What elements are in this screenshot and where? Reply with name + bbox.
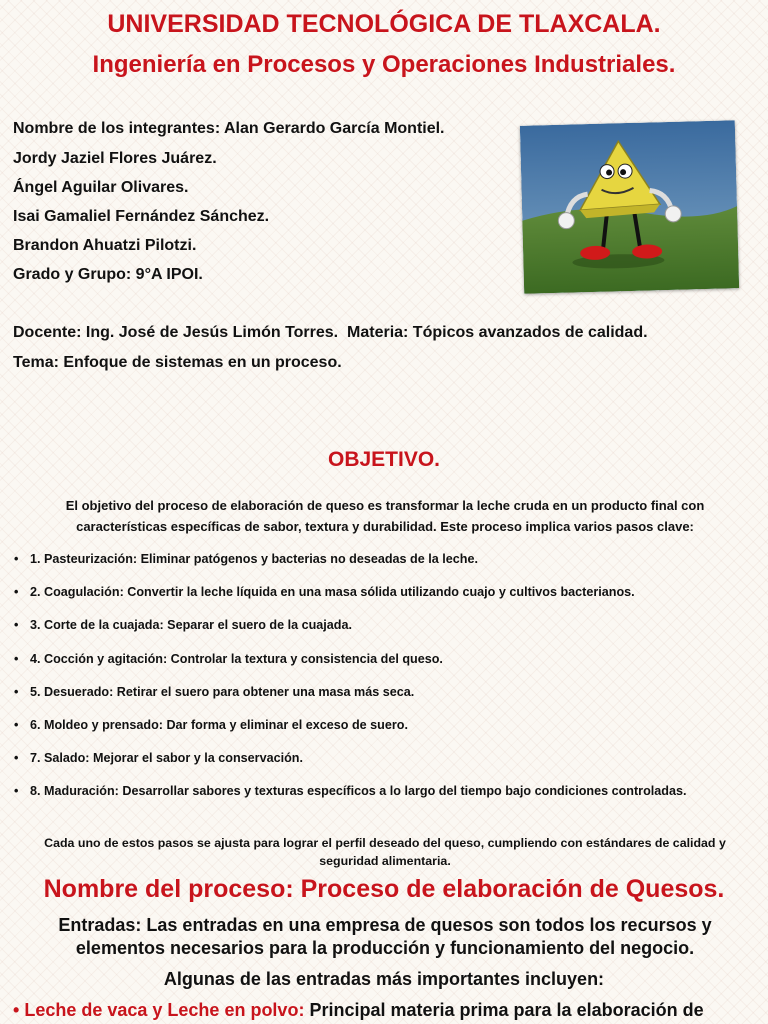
bullet-icon: •	[14, 751, 19, 765]
list-item-text: 1. Pasteurización: Eliminar patógenos y bacterias no deseadas de la leche.	[30, 552, 478, 566]
list-item-text: 4. Cocción y agitación: Controlar la textura y consistencia del queso.	[30, 652, 443, 666]
grade-group-line: Grado y Grupo: 9°A IPOI.	[13, 266, 203, 283]
list-item-text: 5. Desuerado: Retirar el suero para obtener una masa más seca.	[30, 685, 415, 699]
team-member: Isai Gamaliel Fernández Sánchez.	[13, 208, 270, 225]
university-title: UNIVERSIDAD TECNOLÓGICA DE TLAXCALA.	[107, 10, 661, 38]
objective-title: OBJETIVO.	[327, 448, 441, 471]
input-item-label: Leche de vaca y Leche en polvo:	[24, 1000, 305, 1020]
list-item	[14, 583, 734, 602]
team-members-line: Nombre de los integrantes: Alan Gerardo García Montiel.	[13, 120, 445, 137]
list-item-text: 7. Salado: Mejorar el sabor y la conservación.	[30, 751, 303, 765]
inputs-paragraph: Entradas: Las entradas en una empresa de quesos son todos los recursos y elementos necesarios para la producción y funcionamiento del negocio.	[58, 915, 712, 958]
team-member: Ángel Aguilar Olivares.	[13, 179, 189, 196]
bullet-icon: •	[14, 618, 19, 632]
list-item	[14, 749, 734, 768]
objective-closing: Cada uno de estos pasos se ajusta para lograr el perfil deseado del queso, cumpliendo con estándares de calidad y seguridad alimentaria.	[44, 836, 726, 868]
bullet-icon: •	[13, 1000, 20, 1020]
list-item-text: 6. Moldeo y prensado: Dar forma y eliminar el exceso de suero.	[30, 718, 408, 732]
bullet-icon: •	[14, 784, 19, 798]
objective-intro: El objetivo del proceso de elaboración de queso es transformar la leche cruda en un producto final con características específicas de sabor, textura y durabilidad. Este proceso implica varios pasos clave:	[65, 498, 705, 534]
input-item	[13, 1000, 768, 1021]
teacher-subject-line: Docente: Ing. José de Jesús Limón Torres. Materia: Tópicos avanzados de calidad.	[13, 324, 648, 341]
input-item-text: Principal materia prima para la elaboración de	[309, 1000, 704, 1020]
list-item	[14, 683, 734, 702]
team-member: Jordy Jaziel Flores Juárez.	[13, 150, 217, 167]
cheese-mascot-image	[520, 120, 739, 294]
bullet-icon: •	[14, 685, 19, 699]
bullet-icon: •	[14, 718, 19, 732]
some-inputs-heading: Algunas de las entradas más importantes incluyen:	[163, 969, 605, 989]
bullet-icon: •	[14, 552, 19, 566]
list-item	[14, 650, 734, 669]
list-item-text: 8. Maduración: Desarrollar sabores y texturas específicos a lo largo del tiempo bajo condiciones controladas.	[30, 784, 687, 798]
team-member: Brandon Ahuatzi Pilotzi.	[13, 237, 197, 254]
bullet-icon: •	[14, 585, 19, 599]
list-item	[14, 550, 734, 569]
process-title: Nombre del proceso: Proceso de elaboración de Quesos.	[43, 875, 725, 903]
career-subtitle: Ingeniería en Procesos y Operaciones Industriales.	[92, 51, 676, 78]
list-item	[14, 782, 734, 801]
list-item	[14, 716, 734, 735]
list-item	[14, 616, 734, 635]
bullet-icon: •	[14, 652, 19, 666]
list-item-text: 2. Coagulación: Convertir la leche líquida en una masa sólida utilizando cuajo y cultivos bacterianos.	[30, 585, 635, 599]
topic-line: Tema: Enfoque de sistemas en un proceso.	[13, 354, 342, 371]
list-item-text: 3. Corte de la cuajada: Separar el suero de la cuajada.	[30, 618, 352, 632]
